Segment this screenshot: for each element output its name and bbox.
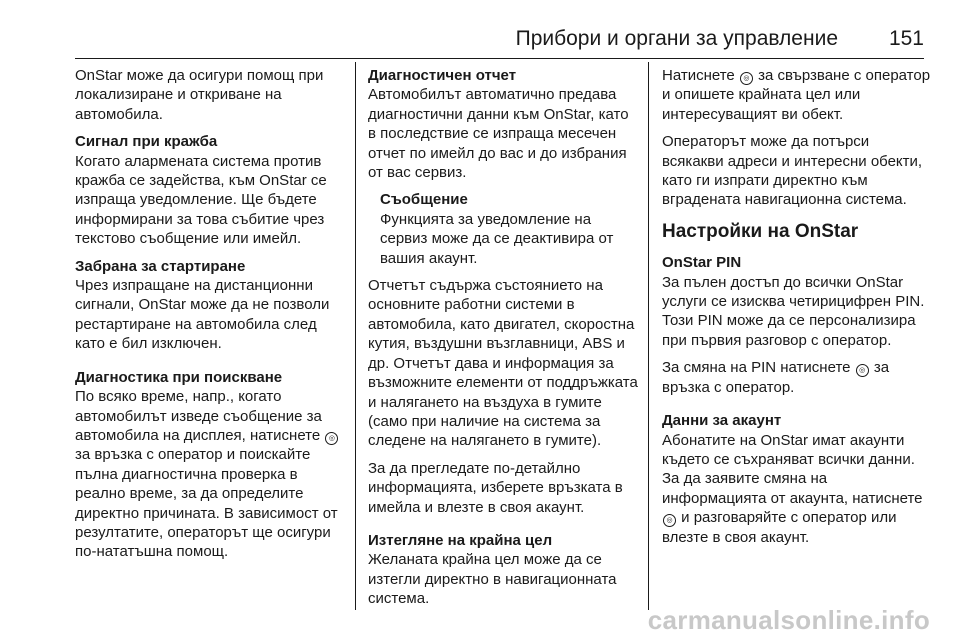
text-theft: Когато алармената система против кражба се задейства, към OnStar се изпраща уведомление. Ще бъдете информирани за това събитие чрез текстово съобщение или имейл. <box>75 152 327 248</box>
heading-note: Съобщение <box>380 191 468 209</box>
heading-pin: OnStar PIN <box>662 254 742 272</box>
text-call-operator: за свързване с оператор и опишете крайната цел или интересуващият ви обект. <box>662 67 931 123</box>
section-pin <box>662 253 932 350</box>
text-pin: За пълен достъп до всички OnStar услуги се изисква четирицифрен PIN. Този PIN може да се персонализира при първия разговор с оператор. <box>662 273 925 349</box>
paragraph-operator-search: Операторът може да потърси всякакви адреси и интересни обекти, като ги изпрати директно към вградената навигационна система. <box>662 133 923 209</box>
column-divider-2 <box>648 62 649 610</box>
watermark: carmanualsonline.info <box>647 605 930 635</box>
column-divider-1 <box>355 62 356 610</box>
paragraph-call-operator <box>662 66 932 124</box>
heading-theft: Сигнал при кражба <box>75 133 218 151</box>
note-box <box>368 190 640 268</box>
onstar-service-icon: ◎ <box>740 72 753 85</box>
onstar-service-icon: ◎ <box>856 364 869 377</box>
onstar-service-icon: ◎ <box>325 432 338 445</box>
text-start-block: Чрез изпращане на дистанционни сигнали, OnStar може да не позволи рестартиране на автомобила след като е бил изключен. <box>75 277 330 353</box>
text-destination: Желаната крайна цел може да се изтегли директно в навигационната система. <box>368 551 617 608</box>
heading-diagnostics: Диагностика при поискване <box>75 368 283 386</box>
section-account <box>662 411 932 547</box>
heading-onstar-settings: Настройки на OnStar <box>662 220 859 242</box>
text-pin-change-1: За смяна на PIN натиснете <box>662 359 851 377</box>
heading-start-block: Забрана за стартиране <box>75 257 246 275</box>
text-diagnostics-2: за връзка с оператор и поискайте пълна диагностична проверка в реално време, за да определите директно причината. В зависимост от резултатите, операторът ще осигури по-нататъшна помощ. <box>75 446 338 561</box>
column-3 <box>662 66 932 555</box>
section-destination <box>368 531 640 609</box>
section-report <box>368 66 640 182</box>
heading-account: Данни за акаунт <box>662 412 782 430</box>
text-press: Натиснете <box>662 67 735 84</box>
page-number: 151 <box>888 27 924 50</box>
text-pin-change-2: за връзка с оператор. <box>662 359 890 396</box>
text-note: Функцията за уведомление на сервиз може да се деактивира от вашия акаунт. <box>380 210 614 267</box>
column-1 <box>75 66 350 570</box>
text-account-2: и разговаряйте с оператор или влезте в своя акаунт. <box>662 509 897 546</box>
section-diagnostics <box>75 368 350 562</box>
page-title: Прибори и органи за управление <box>515 27 838 50</box>
heading-report: Диагностичен отчет <box>368 67 517 84</box>
paragraph-pin-change <box>662 358 932 397</box>
heading-destination: Изтегляне на крайна цел <box>368 531 553 549</box>
text-diagnostics-1: По всяко време, напр., когато автомобилът изведе съобщение за автомобила на дисплея, натиснете <box>75 388 322 444</box>
text-account-1: Абонатите на OnStar имат акаунти където се съхраняват всички данни. За да заявите смяна на информацията от акаунта, натиснете <box>662 431 923 507</box>
page-header <box>75 22 924 59</box>
section-theft <box>75 132 350 248</box>
section-start-block <box>75 257 350 354</box>
paragraph-locate: OnStar може да осигури помощ при локализиране и откриване на автомобила. <box>75 67 324 123</box>
onstar-service-icon: ◎ <box>663 514 676 527</box>
column-2 <box>368 66 640 617</box>
paragraph-report-details: За да прегледате по-детайлно информацията, изберете връзката в имейла и влезте в своя акаунт. <box>368 459 623 516</box>
paragraph-report-content: Отчетът съдържа състоянието на основните работни системи в автомобила, като двигател, скоростна кутия, въздушни възглавници, ABS и др. Отчетът дава и информация за възможните елементи от поддръжката и налягането на въздуха в гумите (само при наличие на система за следене на налягането в гумите). <box>368 277 638 450</box>
text-report: Автомобилът автоматично предава диагностични данни към OnStar, като в последствие се изпраща месечен отчет по имейл до вас и до избрания от вас сервиз. <box>368 86 629 182</box>
